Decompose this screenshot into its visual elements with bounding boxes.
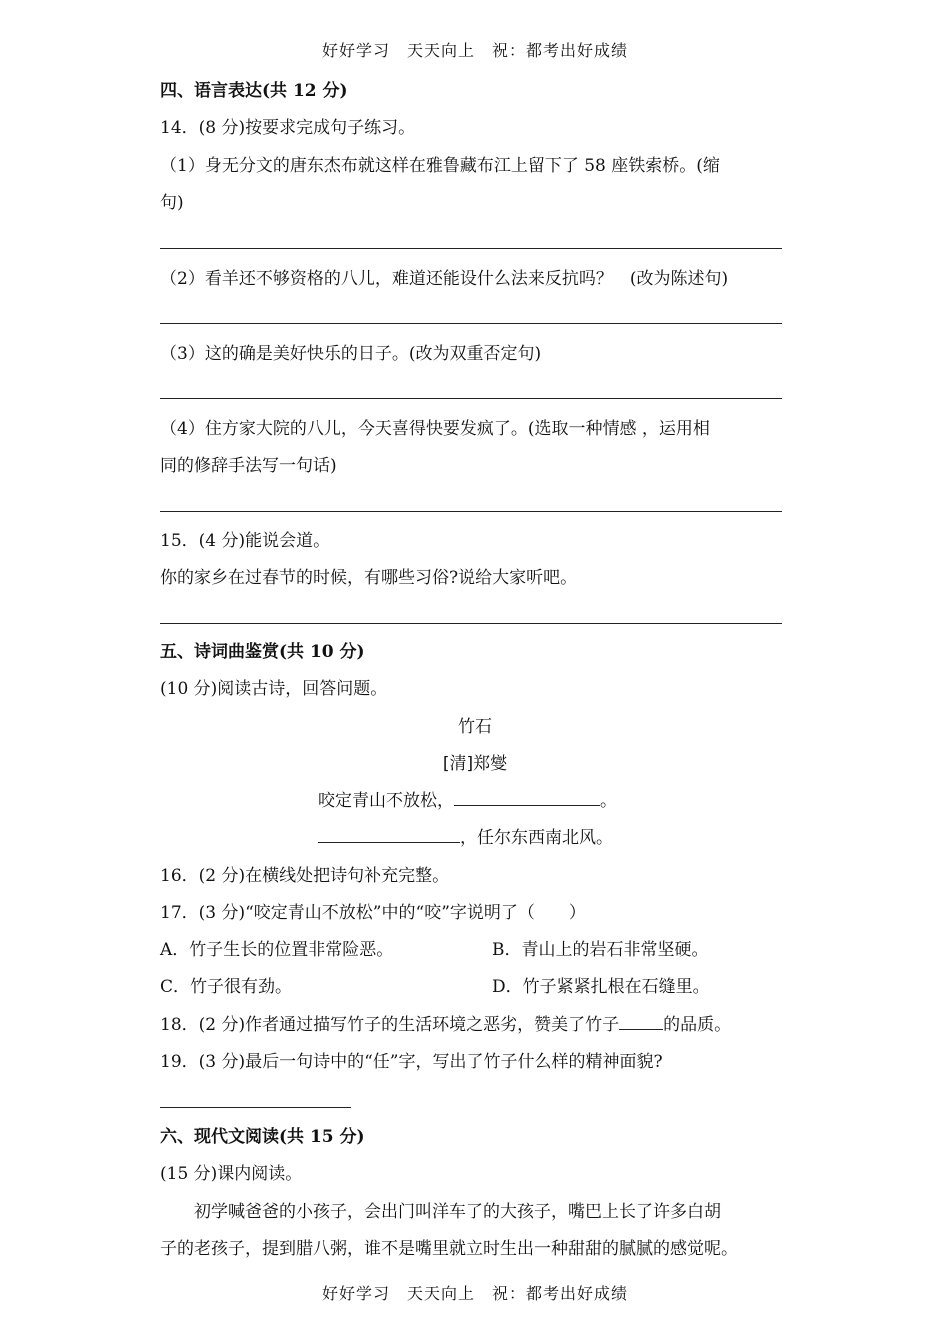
answer-line[interactable]	[160, 398, 782, 399]
q18-text-post: 的品质。	[663, 1015, 732, 1035]
poem-title: 竹石	[458, 717, 492, 737]
q14-s2: （2）看羊还不够资格的八儿，难道还能设什么法来反抗吗？ (改为陈述句)	[160, 269, 729, 289]
q14-s4-line2: 同的修辞手法写一句话)	[160, 456, 337, 476]
q15-stem: 15．(4 分)能说会道。	[160, 531, 331, 551]
answer-line[interactable]	[160, 511, 782, 512]
poem-line-1	[318, 790, 617, 812]
q14-s1-line2: 句)	[160, 193, 184, 213]
poem-line-1-text: 咬定青山不放松，	[318, 791, 454, 811]
section-6-title: 六、现代文阅读(共 15 分)	[160, 1127, 365, 1147]
q15-prompt: 你的家乡在过春节的时候，有哪些习俗?说给大家听吧。	[160, 568, 578, 588]
answer-line[interactable]	[160, 1107, 351, 1108]
q16: 16．(2 分)在横线处把诗句补充完整。	[160, 866, 450, 886]
q14-s4-line1: （4）住方家大院的八儿，今天喜得快要发疯了。(选取一种情感 ，运用相	[160, 419, 710, 439]
poem-author: [清]郑燮	[442, 754, 508, 774]
section-4-title: 四、语言表达(共 12 分)	[160, 81, 348, 101]
q17-option-a[interactable]: A．竹子生长的位置非常险恶。	[160, 940, 394, 960]
q17-option-b[interactable]: B．青山上的岩石非常坚硬。	[492, 940, 709, 960]
q17-option-d[interactable]: D．竹子紧紧扎根在石缝里。	[492, 977, 710, 997]
answer-line[interactable]	[160, 323, 782, 324]
poem-line-2-end: ，任尔东西南北风。	[460, 828, 613, 848]
answer-line[interactable]	[160, 623, 782, 624]
q17-stem: 17．(3 分)“咬定青山不放松”中的“咬”字说明了（ ）	[160, 903, 586, 923]
q17-option-c[interactable]: C．竹子很有劲。	[160, 977, 293, 997]
q18-blank[interactable]	[619, 1015, 663, 1030]
q18-text-pre: 18．(2 分)作者通过描写竹子的生活环境之恶劣，赞美了竹子	[160, 1015, 620, 1035]
page-footer: 好好学习 天天向上 祝：都考出好成绩	[321, 1284, 628, 1303]
q14-s1-line1: （1）身无分文的唐东杰布就这样在雅鲁藏布江上留下了 58 座铁索桥。(缩	[160, 156, 720, 176]
answer-line[interactable]	[160, 248, 782, 249]
page-header: 好好学习 天天向上 祝：都考出好成绩	[321, 41, 628, 60]
q14-stem: 14．(8 分)按要求完成句子练习。	[160, 118, 416, 138]
reading-para-line-2: 子的老孩子，提到腊八粥，谁不是嘴里就立时生出一种甜甜的腻腻的感觉呢。	[160, 1239, 738, 1259]
section-5-title: 五、诗词曲鉴赏(共 10 分)	[160, 642, 365, 662]
section-6-intro: (15 分)课内阅读。	[160, 1164, 303, 1184]
poem-line-2	[318, 827, 613, 849]
poem-line-1-end: 。	[600, 791, 617, 811]
poem-blank-2[interactable]	[318, 828, 460, 843]
q18	[160, 1014, 731, 1036]
reading-para-line-1: 初学喊爸爸的小孩子，会出门叫洋车了的大孩子，嘴巴上长了许多白胡	[194, 1202, 721, 1222]
poem-blank-1[interactable]	[454, 791, 600, 806]
q19: 19．(3 分)最后一句诗中的“任”字，写出了竹子什么样的精神面貌?	[160, 1052, 663, 1072]
section-5-intro: (10 分)阅读古诗，回答问题。	[160, 679, 388, 699]
q14-s3: （3）这的确是美好快乐的日子。(改为双重否定句)	[160, 344, 542, 364]
